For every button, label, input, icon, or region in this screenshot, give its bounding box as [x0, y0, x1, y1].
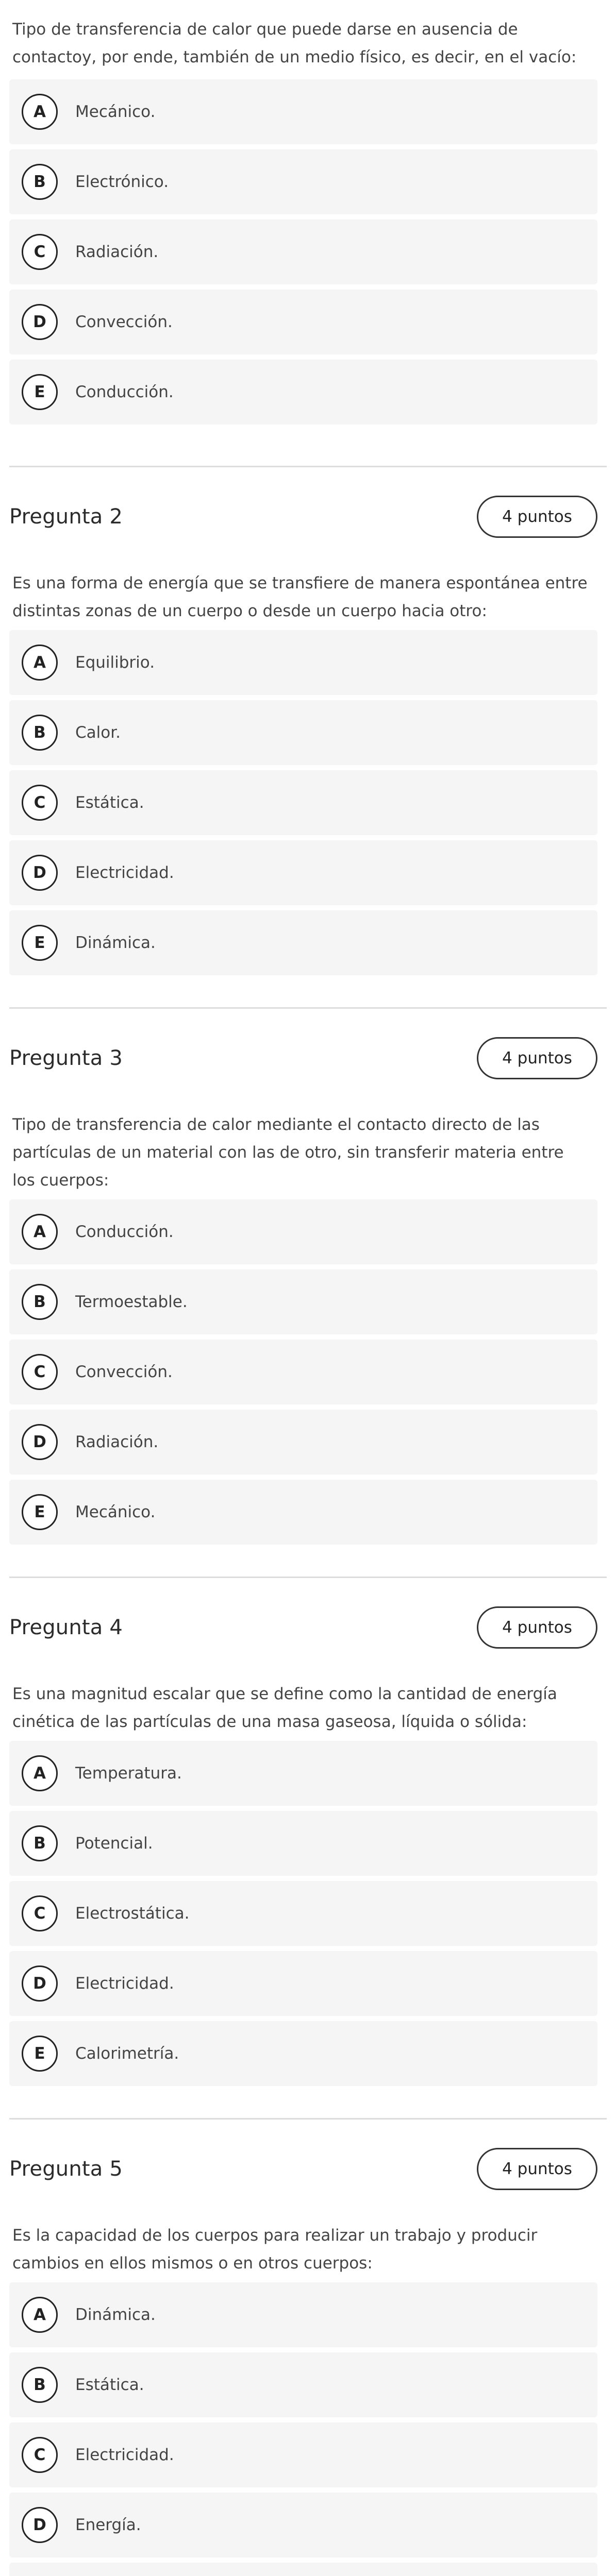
question-text: Tipo de transferencia de calor mediante el contacto directo de las partículas de un material con las de otro, sin transferir materia entre los cuerpos:	[12, 1115, 564, 1190]
option-label: Electricidad.	[75, 2446, 174, 2464]
option-letter: A	[22, 2297, 58, 2333]
option-label: Mecánico.	[75, 103, 156, 121]
question-header	[9, 1606, 607, 1649]
option-letter: C	[22, 1354, 58, 1390]
option-letter: B	[22, 1284, 58, 1320]
option-label: Calorimetría.	[75, 2044, 179, 2063]
option-letter: A	[22, 1755, 58, 1791]
option-b[interactable]	[9, 1269, 597, 1334]
points-badge: 4 puntos	[477, 496, 597, 538]
option-letter: E	[22, 1494, 58, 1530]
option-d[interactable]	[9, 290, 597, 354]
option-letter: D	[22, 2507, 58, 2543]
option-b[interactable]	[9, 700, 597, 765]
question-5	[0, 2120, 616, 2576]
option-d[interactable]	[9, 2493, 597, 2557]
question-header	[9, 2147, 607, 2191]
option-letter: A	[22, 645, 58, 681]
option-label: Radiación.	[75, 243, 159, 261]
options-list	[9, 1199, 607, 1545]
option-letter: C	[22, 234, 58, 270]
option-label: Electrónico.	[75, 173, 169, 191]
option-letter: A	[22, 1214, 58, 1250]
question-text: Es una forma de energía que se transfiere de manera espontánea entre distintas zonas de un cuerpo o desde un cuerpo hacia otro:	[12, 574, 588, 620]
option-d[interactable]	[9, 1410, 597, 1475]
option-label: Calor.	[75, 723, 121, 742]
option-letter: B	[22, 2367, 58, 2403]
option-label: Temperatura.	[75, 1764, 182, 1783]
points-badge: 4 puntos	[477, 1606, 597, 1649]
option-letter: E	[22, 2036, 58, 2072]
option-label: Potencial.	[75, 1834, 153, 1853]
question-1	[0, 0, 616, 425]
question-text: Tipo de transferencia de calor que puede darse en ausencia de contactoy, por ende, también de un medio físico, es decir, en el vacío:	[12, 20, 577, 66]
option-label: Estática.	[75, 793, 144, 812]
option-d[interactable]	[9, 1951, 597, 2016]
option-letter: C	[22, 1895, 58, 1931]
option-a[interactable]	[9, 2282, 597, 2347]
option-c[interactable]	[9, 219, 597, 284]
question-4	[0, 1578, 616, 2086]
option-label: Convección.	[75, 313, 173, 331]
question-text: Es una magnitud escalar que se define como la cantidad de energía cinética de las partículas de una masa gaseosa, líquida o sólida:	[12, 1685, 557, 1731]
option-label: Electricidad.	[75, 863, 174, 882]
option-label: Energía.	[75, 2516, 141, 2534]
option-e[interactable]	[9, 360, 597, 425]
points-badge: 4 puntos	[477, 2148, 597, 2190]
option-label: Termoestable.	[75, 1293, 188, 1311]
options-list	[9, 79, 607, 425]
option-letter: C	[22, 2437, 58, 2473]
option-d[interactable]	[9, 840, 597, 905]
option-e[interactable]	[9, 1480, 597, 1545]
option-letter: D	[22, 1424, 58, 1460]
option-a[interactable]	[9, 1199, 597, 1264]
question-2	[0, 467, 616, 975]
option-letter: A	[22, 94, 58, 130]
option-b[interactable]	[9, 2352, 597, 2417]
option-label: Dinámica.	[75, 2306, 156, 2324]
option-label: Conducción.	[75, 1223, 174, 1241]
option-c[interactable]	[9, 1340, 597, 1404]
options-list	[9, 1741, 607, 2086]
points-badge: 4 puntos	[477, 1037, 597, 1079]
option-letter: B	[22, 1825, 58, 1861]
option-label: Convección.	[75, 1363, 173, 1381]
option-label: Electrostática.	[75, 1904, 190, 1923]
option-b[interactable]	[9, 1811, 597, 1876]
option-label: Estática.	[75, 2376, 144, 2394]
option-letter: C	[22, 785, 58, 821]
option-a[interactable]	[9, 79, 597, 144]
option-c[interactable]	[9, 1881, 597, 1946]
options-list	[9, 630, 607, 975]
question-title: Pregunta 5	[9, 2157, 123, 2181]
option-c[interactable]	[9, 770, 597, 835]
option-letter: D	[22, 855, 58, 891]
option-c[interactable]	[9, 2422, 597, 2487]
option-a[interactable]	[9, 1741, 597, 1806]
option-label: Dinámica.	[75, 934, 156, 952]
question-title: Pregunta 4	[9, 1616, 123, 1639]
question-title: Pregunta 3	[9, 1046, 123, 1070]
option-a[interactable]	[9, 630, 597, 695]
option-e[interactable]	[9, 2563, 597, 2576]
option-letter: B	[22, 715, 58, 751]
option-b[interactable]	[9, 149, 597, 214]
option-letter: B	[22, 164, 58, 200]
question-header	[9, 495, 607, 538]
question-header	[9, 1037, 607, 1080]
option-letter: D	[22, 304, 58, 340]
option-letter: E	[22, 925, 58, 961]
option-letter: E	[22, 374, 58, 410]
option-label: Radiación.	[75, 1433, 159, 1451]
question-3	[0, 1009, 616, 1545]
option-label: Mecánico.	[75, 1503, 156, 1521]
option-label: Electricidad.	[75, 1974, 174, 1993]
option-label: Equilibrio.	[75, 653, 155, 672]
option-e[interactable]	[9, 910, 597, 975]
question-title: Pregunta 2	[9, 505, 123, 529]
question-text: Es la capacidad de los cuerpos para realizar un trabajo y producir cambios en ellos mismos o en otros cuerpos:	[12, 2226, 538, 2273]
options-list	[9, 2282, 607, 2576]
option-e[interactable]	[9, 2021, 597, 2086]
option-label: Conducción.	[75, 383, 174, 401]
option-letter: D	[22, 1965, 58, 2002]
